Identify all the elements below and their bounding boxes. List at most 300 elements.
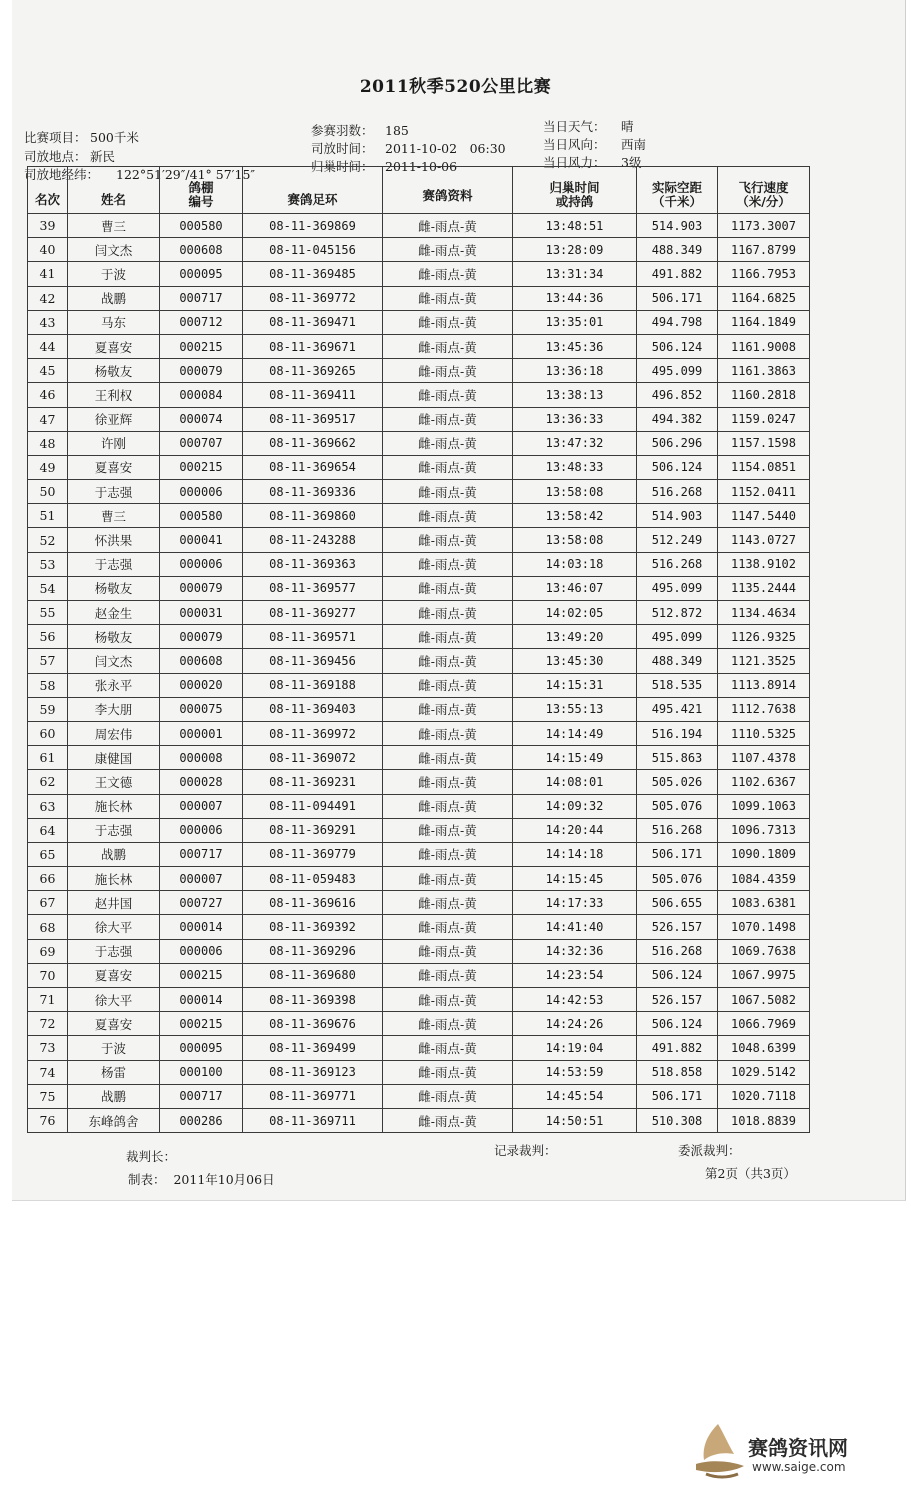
cell-arrival-time: 13:49:20 xyxy=(513,625,637,649)
cell-ring: 08-11-369277 xyxy=(243,601,383,625)
cell-rank: 72 xyxy=(28,1012,68,1036)
cell-rank: 73 xyxy=(28,1036,68,1060)
cell-rank: 40 xyxy=(28,238,68,262)
cell-distance: 514.903 xyxy=(637,214,718,238)
cell-ring: 08-11-369265 xyxy=(243,359,383,383)
cell-loft-number: 000084 xyxy=(160,383,243,407)
cell-pigeon-info: 雌-雨点-黄 xyxy=(383,794,513,818)
cell-ring: 08-11-369972 xyxy=(243,721,383,745)
cell-speed: 1113.8914 xyxy=(718,673,810,697)
cell-rank: 68 xyxy=(28,915,68,939)
cell-distance: 491.882 xyxy=(637,1036,718,1060)
cell-name: 东峰鸽舍 xyxy=(68,1108,160,1132)
table-row xyxy=(28,842,810,866)
table-row xyxy=(28,455,810,479)
cell-loft-number: 000608 xyxy=(160,649,243,673)
table-row xyxy=(28,1060,810,1084)
cell-loft-number: 000095 xyxy=(160,1036,243,1060)
cell-speed: 1048.6399 xyxy=(718,1036,810,1060)
table-row xyxy=(28,673,810,697)
cell-pigeon-info: 雌-雨点-黄 xyxy=(383,504,513,528)
cell-loft-number: 000717 xyxy=(160,1084,243,1108)
cell-arrival-time: 13:44:36 xyxy=(513,286,637,310)
cell-distance: 494.382 xyxy=(637,407,718,431)
cell-speed: 1164.1849 xyxy=(718,310,810,334)
cell-loft-number: 000074 xyxy=(160,407,243,431)
cell-distance: 515.863 xyxy=(637,746,718,770)
watermark-url: www.saige.com xyxy=(752,1460,846,1474)
cell-pigeon-info: 雌-雨点-黄 xyxy=(383,286,513,310)
cell-speed: 1167.8799 xyxy=(718,238,810,262)
table-row xyxy=(28,1108,810,1132)
cell-ring: 08-11-369336 xyxy=(243,480,383,504)
cell-pigeon-info: 雌-雨点-黄 xyxy=(383,431,513,455)
cell-ring: 08-11-369231 xyxy=(243,770,383,794)
cell-speed: 1126.9325 xyxy=(718,625,810,649)
meta-value: 2011-10-02 06:30 xyxy=(385,141,506,156)
cell-pigeon-info: 雌-雨点-黄 xyxy=(383,818,513,842)
cell-name: 夏喜安 xyxy=(68,963,160,987)
header-text: 鸽棚 编号 xyxy=(188,180,214,209)
cell-rank: 62 xyxy=(28,770,68,794)
cell-rank: 64 xyxy=(28,818,68,842)
cell-name: 夏喜安 xyxy=(68,1012,160,1036)
cell-name: 杨敬友 xyxy=(68,576,160,600)
cell-distance: 505.076 xyxy=(637,794,718,818)
cell-pigeon-info: 雌-雨点-黄 xyxy=(383,963,513,987)
cell-pigeon-info: 雌-雨点-黄 xyxy=(383,867,513,891)
cell-rank: 50 xyxy=(28,480,68,504)
cell-pigeon-info: 雌-雨点-黄 xyxy=(383,1036,513,1060)
table-row xyxy=(28,794,810,818)
cell-ring: 08-11-369772 xyxy=(243,286,383,310)
cell-pigeon-info: 雌-雨点-黄 xyxy=(383,1012,513,1036)
chief-judge-label: 裁判长： xyxy=(126,1149,177,1164)
cell-ring: 08-11-369680 xyxy=(243,963,383,987)
cell-name: 战鹏 xyxy=(68,1084,160,1108)
cell-name: 曹三 xyxy=(68,214,160,238)
cell-speed: 1110.5325 xyxy=(718,721,810,745)
cell-rank: 71 xyxy=(28,988,68,1012)
cell-name: 康健国 xyxy=(68,746,160,770)
cell-name: 杨敬友 xyxy=(68,359,160,383)
table-row xyxy=(28,867,810,891)
table-row xyxy=(28,214,810,238)
col-header-arrival-time xyxy=(513,167,637,214)
cell-speed: 1067.9975 xyxy=(718,963,810,987)
cell-loft-number: 000079 xyxy=(160,359,243,383)
cell-arrival-time: 13:55:13 xyxy=(513,697,637,721)
cell-loft-number: 000727 xyxy=(160,891,243,915)
meta-label: 归巢时间： xyxy=(311,159,374,174)
cell-ring: 08-11-369123 xyxy=(243,1060,383,1084)
cell-distance: 518.858 xyxy=(637,1060,718,1084)
cell-speed: 1029.5142 xyxy=(718,1060,810,1084)
cell-ring: 08-11-369403 xyxy=(243,697,383,721)
cell-arrival-time: 14:14:49 xyxy=(513,721,637,745)
cell-arrival-time: 13:46:07 xyxy=(513,576,637,600)
cell-rank: 59 xyxy=(28,697,68,721)
cell-speed: 1083.6381 xyxy=(718,891,810,915)
cell-rank: 74 xyxy=(28,1060,68,1084)
cell-speed: 1102.6367 xyxy=(718,770,810,794)
cell-distance: 526.157 xyxy=(637,988,718,1012)
cell-speed: 1159.0247 xyxy=(718,407,810,431)
cell-distance: 506.124 xyxy=(637,963,718,987)
cell-ring: 08-11-369499 xyxy=(243,1036,383,1060)
meta-value: 新民 xyxy=(90,149,116,164)
cell-arrival-time: 13:38:13 xyxy=(513,383,637,407)
table-row xyxy=(28,625,810,649)
prepared-by xyxy=(128,1170,275,1188)
cell-ring: 08-11-369860 xyxy=(243,504,383,528)
cell-name: 夏喜安 xyxy=(68,334,160,358)
cell-pigeon-info: 雌-雨点-黄 xyxy=(383,214,513,238)
cell-loft-number: 000006 xyxy=(160,939,243,963)
prepared-date: 2011年10月06日 xyxy=(173,1172,275,1187)
cell-distance: 516.268 xyxy=(637,552,718,576)
meta-label: 司放地经纬： xyxy=(24,167,100,182)
cell-loft-number: 000031 xyxy=(160,601,243,625)
cell-distance: 488.349 xyxy=(637,238,718,262)
cell-name: 李大朋 xyxy=(68,697,160,721)
table-row xyxy=(28,818,810,842)
cell-speed: 1121.3525 xyxy=(718,649,810,673)
col-header-pigeon-info xyxy=(383,167,513,214)
cell-loft-number: 000095 xyxy=(160,262,243,286)
header-text: 赛鸽资料 xyxy=(422,188,473,203)
cell-arrival-time: 14:09:32 xyxy=(513,794,637,818)
cell-pigeon-info: 雌-雨点-黄 xyxy=(383,673,513,697)
meta-left-2 xyxy=(24,147,115,165)
cell-rank: 57 xyxy=(28,649,68,673)
cell-distance: 495.099 xyxy=(637,576,718,600)
cell-rank: 39 xyxy=(28,214,68,238)
cell-speed: 1070.1498 xyxy=(718,915,810,939)
cell-rank: 44 xyxy=(28,334,68,358)
cell-ring: 08-11-094491 xyxy=(243,794,383,818)
cell-arrival-time: 13:36:33 xyxy=(513,407,637,431)
cell-ring: 08-11-369662 xyxy=(243,431,383,455)
cell-rank: 53 xyxy=(28,552,68,576)
table-row xyxy=(28,891,810,915)
meta-label: 司放时间： xyxy=(311,141,374,156)
table-row xyxy=(28,286,810,310)
cell-pigeon-info: 雌-雨点-黄 xyxy=(383,576,513,600)
table-row xyxy=(28,770,810,794)
cell-speed: 1164.6825 xyxy=(718,286,810,310)
cell-rank: 61 xyxy=(28,746,68,770)
cell-arrival-time: 14:42:53 xyxy=(513,988,637,1012)
cell-speed: 1020.7118 xyxy=(718,1084,810,1108)
table-row xyxy=(28,407,810,431)
meta-label: 当日风力： xyxy=(543,155,606,170)
cell-distance: 488.349 xyxy=(637,649,718,673)
cell-speed: 1157.1598 xyxy=(718,431,810,455)
cell-loft-number: 000215 xyxy=(160,455,243,479)
cell-pigeon-info: 雌-雨点-黄 xyxy=(383,383,513,407)
cell-name: 于志强 xyxy=(68,939,160,963)
cell-name: 于波 xyxy=(68,1036,160,1060)
cell-speed: 1166.7953 xyxy=(718,262,810,286)
cell-name: 于波 xyxy=(68,262,160,286)
table-row xyxy=(28,576,810,600)
cell-arrival-time: 14:03:18 xyxy=(513,552,637,576)
cell-distance: 526.157 xyxy=(637,915,718,939)
meta-value: 晴 xyxy=(621,119,634,134)
cell-loft-number: 000007 xyxy=(160,867,243,891)
cell-arrival-time: 14:02:05 xyxy=(513,601,637,625)
cell-ring: 08-11-369654 xyxy=(243,455,383,479)
cell-distance: 505.026 xyxy=(637,770,718,794)
cell-rank: 69 xyxy=(28,939,68,963)
cell-rank: 51 xyxy=(28,504,68,528)
cell-loft-number: 000286 xyxy=(160,1108,243,1132)
cell-loft-number: 000100 xyxy=(160,1060,243,1084)
table-row xyxy=(28,334,810,358)
cell-ring: 08-11-243288 xyxy=(243,528,383,552)
table-row xyxy=(28,1084,810,1108)
meta-right-1 xyxy=(543,117,634,135)
cell-speed: 1143.0727 xyxy=(718,528,810,552)
cell-arrival-time: 13:58:08 xyxy=(513,528,637,552)
cell-arrival-time: 13:35:01 xyxy=(513,310,637,334)
cell-loft-number: 000008 xyxy=(160,746,243,770)
cell-name: 于志强 xyxy=(68,818,160,842)
cell-name: 施长林 xyxy=(68,794,160,818)
page-indicator: 第2页（共3页） xyxy=(705,1166,796,1181)
table-row xyxy=(28,721,810,745)
cell-loft-number: 000707 xyxy=(160,431,243,455)
cell-arrival-time: 13:28:09 xyxy=(513,238,637,262)
cell-ring: 08-11-369398 xyxy=(243,988,383,1012)
cell-speed: 1107.4378 xyxy=(718,746,810,770)
cell-pigeon-info: 雌-雨点-黄 xyxy=(383,480,513,504)
cell-arrival-time: 13:31:34 xyxy=(513,262,637,286)
table-row xyxy=(28,383,810,407)
table-row xyxy=(28,359,810,383)
cell-rank: 43 xyxy=(28,310,68,334)
cell-arrival-time: 13:48:33 xyxy=(513,455,637,479)
site-watermark xyxy=(688,1420,898,1490)
cell-rank: 63 xyxy=(28,794,68,818)
cell-arrival-time: 13:58:42 xyxy=(513,504,637,528)
cell-distance: 494.798 xyxy=(637,310,718,334)
cell-rank: 65 xyxy=(28,842,68,866)
cell-arrival-time: 14:19:04 xyxy=(513,1036,637,1060)
cell-ring: 08-11-369072 xyxy=(243,746,383,770)
cell-arrival-time: 13:47:32 xyxy=(513,431,637,455)
cell-pigeon-info: 雌-雨点-黄 xyxy=(383,939,513,963)
cell-ring: 08-11-369676 xyxy=(243,1012,383,1036)
cell-ring: 08-11-369711 xyxy=(243,1108,383,1132)
cell-speed: 1161.9008 xyxy=(718,334,810,358)
cell-arrival-time: 14:45:54 xyxy=(513,1084,637,1108)
cell-speed: 1154.0851 xyxy=(718,455,810,479)
cell-distance: 496.852 xyxy=(637,383,718,407)
table-row xyxy=(28,528,810,552)
table-row xyxy=(28,939,810,963)
cell-loft-number: 000007 xyxy=(160,794,243,818)
cell-rank: 47 xyxy=(28,407,68,431)
cell-arrival-time: 14:17:33 xyxy=(513,891,637,915)
cell-loft-number: 000020 xyxy=(160,673,243,697)
cell-ring: 08-11-369517 xyxy=(243,407,383,431)
cell-pigeon-info: 雌-雨点-黄 xyxy=(383,528,513,552)
cell-speed: 1069.7638 xyxy=(718,939,810,963)
cell-pigeon-info: 雌-雨点-黄 xyxy=(383,310,513,334)
cell-rank: 41 xyxy=(28,262,68,286)
cell-speed: 1067.5082 xyxy=(718,988,810,1012)
cell-name: 赵金生 xyxy=(68,601,160,625)
header-text: 赛鸽足环 xyxy=(287,192,338,207)
cell-distance: 506.655 xyxy=(637,891,718,915)
cell-pigeon-info: 雌-雨点-黄 xyxy=(383,552,513,576)
cell-name: 于志强 xyxy=(68,480,160,504)
cell-pigeon-info: 雌-雨点-黄 xyxy=(383,334,513,358)
cell-distance: 516.194 xyxy=(637,721,718,745)
cell-arrival-time: 14:08:01 xyxy=(513,770,637,794)
cell-pigeon-info: 雌-雨点-黄 xyxy=(383,891,513,915)
table-row xyxy=(28,915,810,939)
meta-right-2 xyxy=(543,135,646,153)
cell-speed: 1161.3863 xyxy=(718,359,810,383)
cell-speed: 1112.7638 xyxy=(718,697,810,721)
cell-ring: 08-11-369363 xyxy=(243,552,383,576)
cell-pigeon-info: 雌-雨点-黄 xyxy=(383,988,513,1012)
cell-name: 曹三 xyxy=(68,504,160,528)
cell-arrival-time: 13:45:36 xyxy=(513,334,637,358)
cell-ring: 08-11-369456 xyxy=(243,649,383,673)
results-table xyxy=(27,166,810,1133)
cell-ring: 08-11-369577 xyxy=(243,576,383,600)
table-row xyxy=(28,552,810,576)
meta-value: 122°51′29″/41° 57′15″ xyxy=(116,167,256,182)
cell-distance: 495.099 xyxy=(637,359,718,383)
col-header-distance xyxy=(637,167,718,214)
cell-loft-number: 000580 xyxy=(160,504,243,528)
table-row xyxy=(28,262,810,286)
cell-distance: 516.268 xyxy=(637,818,718,842)
cell-loft-number: 000580 xyxy=(160,214,243,238)
table-row xyxy=(28,649,810,673)
cell-pigeon-info: 雌-雨点-黄 xyxy=(383,407,513,431)
cell-loft-number: 000717 xyxy=(160,286,243,310)
col-header-speed xyxy=(718,167,810,214)
meta-left-1 xyxy=(24,128,139,146)
table-row xyxy=(28,746,810,770)
cell-name: 怀洪果 xyxy=(68,528,160,552)
cell-arrival-time: 14:50:51 xyxy=(513,1108,637,1132)
cell-ring: 08-11-369869 xyxy=(243,214,383,238)
cell-rank: 54 xyxy=(28,576,68,600)
cell-pigeon-info: 雌-雨点-黄 xyxy=(383,770,513,794)
pigeon-logo-icon xyxy=(688,1420,748,1484)
meta-value: 500千米 xyxy=(90,130,139,145)
cell-name: 王利权 xyxy=(68,383,160,407)
cell-pigeon-info: 雌-雨点-黄 xyxy=(383,455,513,479)
meta-label: 参赛羽数： xyxy=(311,123,374,138)
table-header-row xyxy=(28,167,810,214)
meta-label: 当日天气： xyxy=(543,119,606,134)
cell-loft-number: 000041 xyxy=(160,528,243,552)
cell-rank: 56 xyxy=(28,625,68,649)
cell-distance: 505.076 xyxy=(637,867,718,891)
cell-speed: 1090.1809 xyxy=(718,842,810,866)
cell-speed: 1084.4359 xyxy=(718,867,810,891)
cell-loft-number: 000079 xyxy=(160,576,243,600)
cell-name: 许刚 xyxy=(68,431,160,455)
cell-ring: 08-11-369571 xyxy=(243,625,383,649)
cell-ring: 08-11-059483 xyxy=(243,867,383,891)
table-row xyxy=(28,310,810,334)
table-row xyxy=(28,963,810,987)
prepared-label: 制表： xyxy=(128,1172,166,1187)
cell-pigeon-info: 雌-雨点-黄 xyxy=(383,746,513,770)
cell-distance: 506.124 xyxy=(637,455,718,479)
cell-pigeon-info: 雌-雨点-黄 xyxy=(383,915,513,939)
cell-rank: 58 xyxy=(28,673,68,697)
col-header-rank xyxy=(28,167,68,214)
cell-name: 马东 xyxy=(68,310,160,334)
cell-arrival-time: 14:14:18 xyxy=(513,842,637,866)
cell-name: 闫文杰 xyxy=(68,649,160,673)
cell-rank: 67 xyxy=(28,891,68,915)
cell-distance: 506.124 xyxy=(637,334,718,358)
meta-label: 司放地点： xyxy=(24,149,87,164)
col-header-loft-number xyxy=(160,167,243,214)
cell-rank: 46 xyxy=(28,383,68,407)
cell-loft-number: 000006 xyxy=(160,480,243,504)
cell-name: 徐大平 xyxy=(68,988,160,1012)
cell-ring: 08-11-369392 xyxy=(243,915,383,939)
cell-arrival-time: 13:45:30 xyxy=(513,649,637,673)
cell-arrival-time: 14:23:54 xyxy=(513,963,637,987)
cell-name: 徐亚辉 xyxy=(68,407,160,431)
cell-name: 战鹏 xyxy=(68,286,160,310)
cell-pigeon-info: 雌-雨点-黄 xyxy=(383,238,513,262)
cell-distance: 512.872 xyxy=(637,601,718,625)
meta-value: 2011-10-06 xyxy=(385,159,458,174)
cell-ring: 08-11-369485 xyxy=(243,262,383,286)
cell-pigeon-info: 雌-雨点-黄 xyxy=(383,1108,513,1132)
cell-arrival-time: 14:53:59 xyxy=(513,1060,637,1084)
cell-pigeon-info: 雌-雨点-黄 xyxy=(383,697,513,721)
cell-pigeon-info: 雌-雨点-黄 xyxy=(383,842,513,866)
table-row xyxy=(28,988,810,1012)
cell-speed: 1099.1063 xyxy=(718,794,810,818)
meta-label: 比赛项目： xyxy=(24,130,87,145)
cell-rank: 70 xyxy=(28,963,68,987)
cell-distance: 510.308 xyxy=(637,1108,718,1132)
meta-value: 185 xyxy=(385,123,409,138)
cell-ring: 08-11-369771 xyxy=(243,1084,383,1108)
cell-arrival-time: 14:15:49 xyxy=(513,746,637,770)
cell-speed: 1147.5440 xyxy=(718,504,810,528)
cell-loft-number: 000215 xyxy=(160,334,243,358)
cell-name: 夏喜安 xyxy=(68,455,160,479)
table-row xyxy=(28,238,810,262)
cell-arrival-time: 13:58:08 xyxy=(513,480,637,504)
cell-distance: 516.268 xyxy=(637,480,718,504)
cell-pigeon-info: 雌-雨点-黄 xyxy=(383,1084,513,1108)
cell-name: 徐大平 xyxy=(68,915,160,939)
header-text: 飞行速度 （米/分） xyxy=(736,180,791,209)
cell-loft-number: 000717 xyxy=(160,842,243,866)
cell-name: 杨敬友 xyxy=(68,625,160,649)
cell-ring: 08-11-369671 xyxy=(243,334,383,358)
cell-arrival-time: 13:36:18 xyxy=(513,359,637,383)
